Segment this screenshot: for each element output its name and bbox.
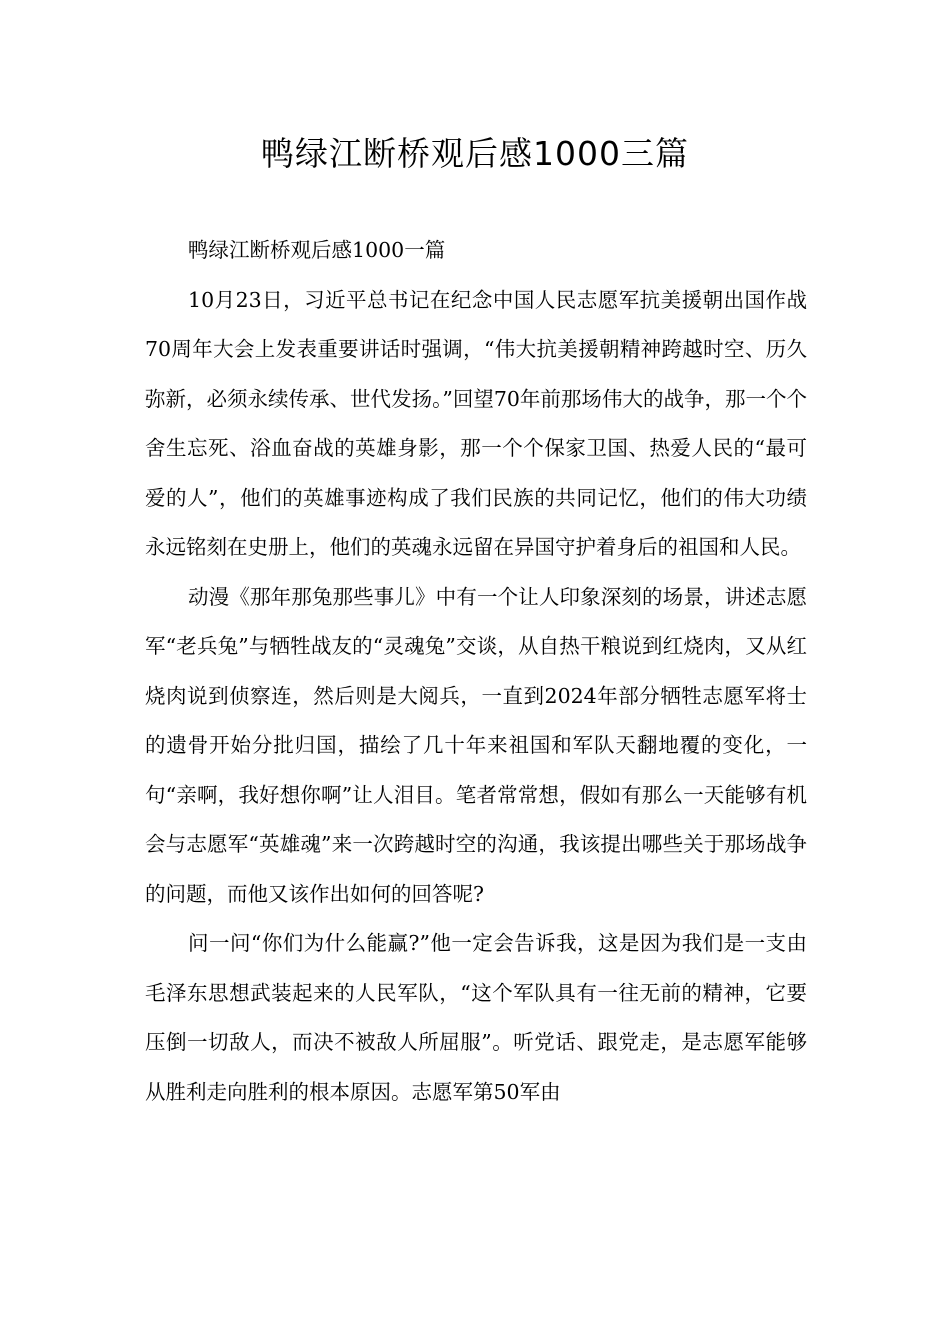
document-title: 鸭绿江断桥观后感1000三篇 [261, 134, 689, 173]
paragraph-3: 问一问“你们为什么能赢?”他一定会告诉我，这是因为我们是一支由毛泽东思想武装起来的人民军队，“这个军队具有一往无前的精神，它要压倒一切敌人，而决不被敌人所屈服”。听党话、跟党走，是志愿军能够从胜利走向胜利的根本原因。志愿军第50军由 [145, 931, 807, 1104]
document-body [145, 226, 807, 1117]
paragraph-1: 10月23日，习近平总书记在纪念中国人民志愿军抗美援朝出国作战70周年大会上发表重要讲话时强调，“伟大抗美援朝精神跨越时空、历久弥新，必须永续传承、世代发扬。”回望70年前那场伟大的战争，那一个个舍生忘死、浴血奋战的英雄身影，那一个个保家卫国、热爱人民的“最可爱的人”，他们的英雄事迹构成了我们民族的共同记忆，他们的伟大功绩永远铭刻在史册上，他们的英魂永远留在异国守护着身后的祖国和人民。 [145, 287, 807, 559]
section-subtitle: 鸭绿江断桥观后感1000一篇 [188, 238, 446, 262]
paragraph-2: 动漫《那年那兔那些事儿》中有一个让人印象深刻的场景，讲述志愿军“老兵兔”与牺牲战友的“灵魂兔”交谈，从自热干粮说到红烧肉，又从红烧肉说到侦察连，然后则是大阅兵，一直到2024年部分牺牲志愿军将士的遗骨开始分批归国，描绘了几十年来祖国和军队天翻地覆的变化，一句“亲啊，我好想你啊”让人泪目。笔者常常想，假如有那么一天能够有机会与志愿军“英雄魂”来一次跨越时空的沟通，我该提出哪些关于那场战争的问题，而他又该作出如何的回答呢? [145, 584, 807, 906]
